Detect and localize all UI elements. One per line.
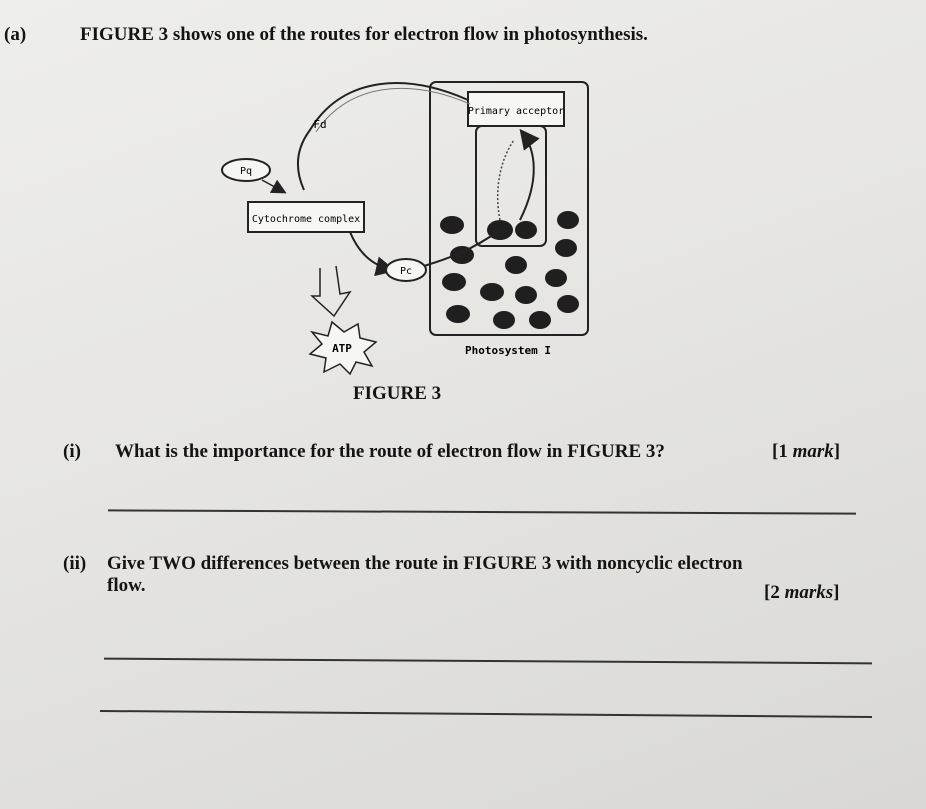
sub-ii-marks	[764, 582, 839, 604]
sub-ii-marks-suffix: ]	[833, 582, 840, 603]
pq-label: Pq	[239, 166, 253, 177]
sub-ii-marks-word: marks	[784, 582, 834, 603]
sub-i-marks-word: mark	[792, 441, 834, 462]
electron-flow-diagram	[200, 70, 620, 390]
sub-ii-text-line1: Give TWO differences between the route in FIGURE 3 with noncyclic electron	[107, 553, 743, 574]
sub-i-text: What is the importance for the route of electron flow in FIGURE 3?	[115, 441, 665, 462]
sub-i-marks	[772, 441, 840, 463]
electron-path-top	[298, 83, 468, 190]
pc-label: Pc	[399, 266, 413, 277]
electron-path-pc	[350, 232, 392, 270]
part-label: (a)	[4, 24, 27, 45]
atp-arrow	[312, 266, 350, 316]
primary-acceptor-label: Primary acceptor	[467, 106, 565, 117]
sub-ii-marks-prefix: [2	[764, 582, 785, 603]
answer-line-i[interactable]	[108, 509, 856, 514]
sub-ii-label: (ii)	[63, 553, 87, 574]
question-intro-text: shows one of the routes for electron flow in photosynthesis.	[168, 24, 648, 45]
question-intro	[80, 24, 648, 46]
sub-i-label: (i)	[63, 441, 81, 462]
answer-line-ii-1[interactable]	[104, 658, 872, 665]
figure-caption: FIGURE 3	[353, 383, 442, 404]
answer-line-ii-2[interactable]	[100, 710, 872, 718]
excitation-arrow	[520, 132, 534, 220]
figure-reference: FIGURE 3	[80, 24, 169, 45]
atp-label: ATP	[332, 342, 352, 355]
sub-i-marks-prefix: [1	[772, 441, 793, 462]
pigment-molecules	[440, 211, 579, 329]
fd-label: Fd	[313, 118, 327, 131]
sub-i-marks-suffix: ]	[833, 441, 841, 462]
sub-ii-text-line2: flow.	[107, 575, 146, 596]
cytochrome-label: Cytochrome complex	[251, 214, 361, 225]
photosystem-label: Photosystem I	[464, 344, 552, 357]
